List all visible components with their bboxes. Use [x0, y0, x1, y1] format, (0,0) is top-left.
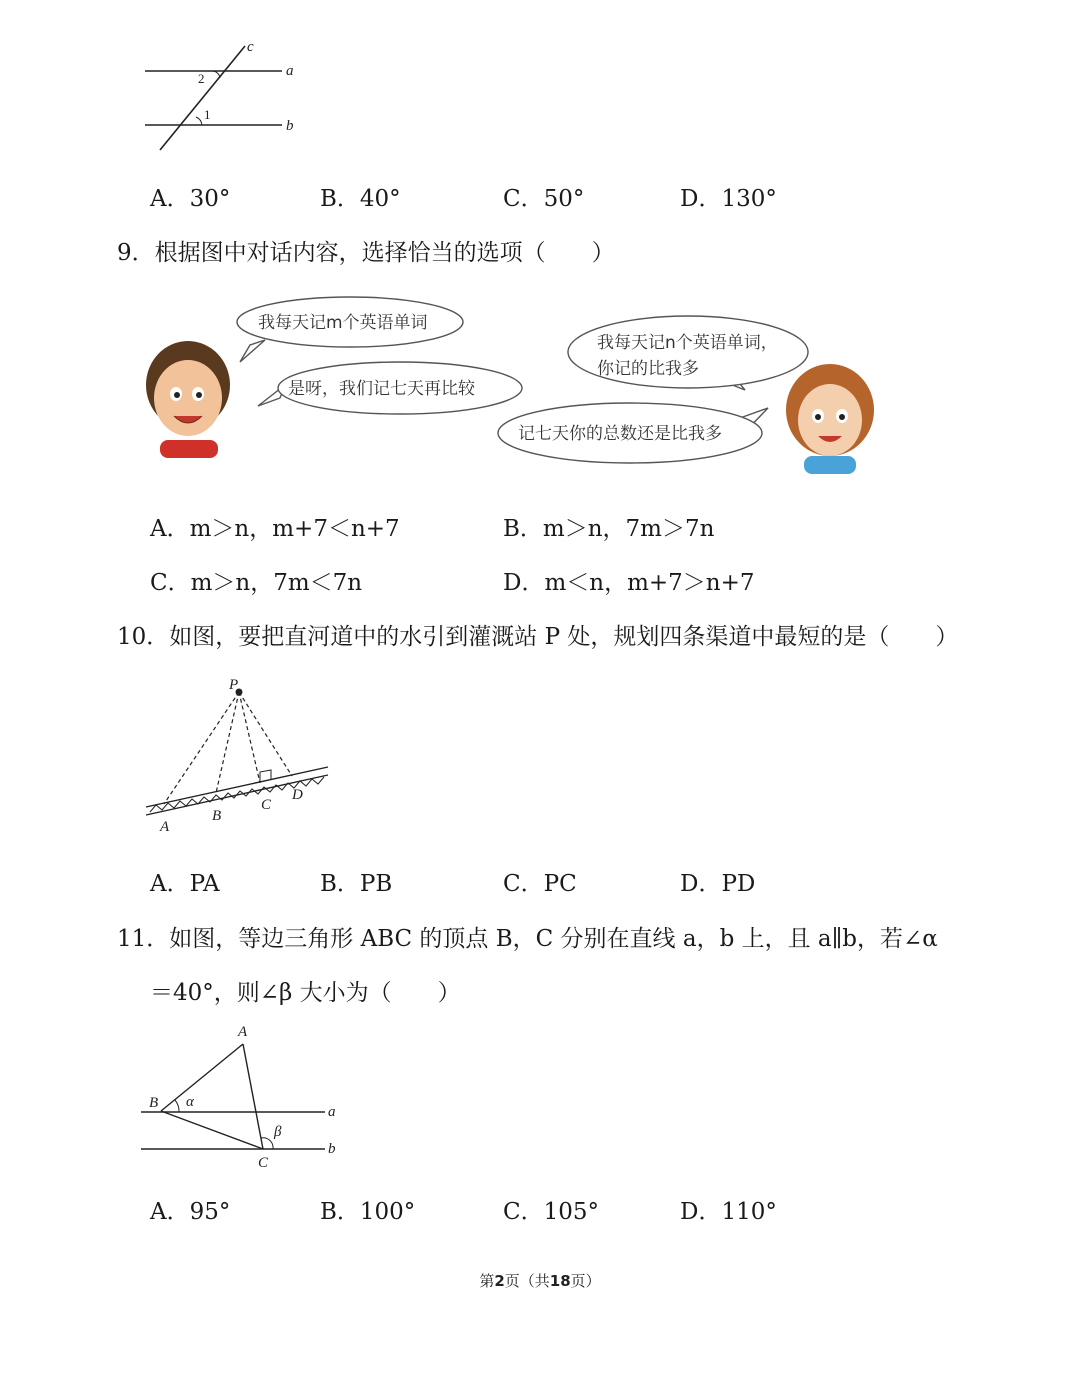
footer-total-pages: 18 [549, 1272, 571, 1290]
line-b-label: b [286, 118, 294, 134]
point-b-label: B [212, 808, 222, 824]
point-p-label: P [229, 677, 239, 693]
q9-dialogue-figure [140, 290, 900, 485]
bubble-boy-2 [258, 362, 522, 414]
svg-text:我每天记n个英语单词，: 我每天记n个英语单词， [597, 333, 778, 353]
footer-page-number: 2 [494, 1272, 505, 1290]
q11-stem-line1: 11．如图，等边三角形 ABC 的顶点 B，C 分别在直线 a，b 上，且 a∥b，若∠α [117, 926, 938, 952]
footer-mid: 页（共 [504, 1272, 550, 1290]
q11-option-b[interactable]: B．100° [320, 1199, 416, 1225]
q8-option-a[interactable]: A．30° [150, 186, 231, 212]
q8-option-d[interactable]: D．130° [680, 186, 777, 212]
boy-avatar [146, 341, 230, 458]
q10-option-d[interactable]: D．PD [680, 871, 756, 897]
q10-figure [140, 672, 340, 837]
vertex-a-label: A [238, 1024, 248, 1040]
line-a-label: a [328, 1104, 336, 1120]
point-d-label: D [292, 787, 303, 803]
q11-figure [135, 1020, 350, 1170]
svg-text:是呀，我们记七天再比较: 是呀，我们记七天再比较 [288, 379, 475, 399]
svg-text:记七天你的总数还是比我多: 记七天你的总数还是比我多 [518, 424, 722, 444]
point-a-label: A [160, 819, 170, 835]
angle-1-label: 1 [204, 107, 211, 122]
svg-text:你记的比我多: 你记的比我多 [597, 359, 699, 379]
q9-option-a[interactable]: A．m＞n，m+7＜n+7 [150, 516, 400, 542]
q10-option-c[interactable]: C．PC [503, 871, 577, 897]
footer-prefix: 第 [479, 1272, 495, 1290]
q11-stem-line2: ＝40°，则∠β 大小为（ ） [150, 980, 461, 1006]
bubble-girl-2 [498, 403, 768, 463]
q10-option-b[interactable]: B．PB [320, 871, 393, 897]
q8-option-c[interactable]: C．50° [503, 186, 585, 212]
q10-stem: 10．如图，要把直河道中的水引到灌溉站 P 处，规划四条渠道中最短的是（ ） [117, 624, 959, 650]
q8-option-b[interactable]: B．40° [320, 186, 401, 212]
q9-option-b[interactable]: B．m＞n，7m＞7n [503, 516, 715, 542]
vertex-c-label: C [258, 1155, 269, 1170]
q9-option-c[interactable]: C．m＞n，7m＜7n [150, 570, 363, 596]
q11-option-a[interactable]: A．95° [150, 1199, 231, 1225]
svg-text:我每天记m个英语单词: 我每天记m个英语单词 [258, 313, 428, 333]
line-a-label: a [286, 63, 294, 79]
bubble-boy-1 [237, 297, 463, 362]
q9-option-d[interactable]: D．m＜n，m+7＞n+7 [503, 570, 755, 596]
q11-option-c[interactable]: C．105° [503, 1199, 599, 1225]
page-footer [0, 1270, 1080, 1291]
q9-stem: 9．根据图中对话内容，选择恰当的选项（ ） [117, 240, 615, 266]
angle-beta-label: β [274, 1124, 282, 1140]
point-c-label: C [261, 797, 272, 813]
q10-option-a[interactable]: A．PA [150, 871, 220, 897]
vertex-b-label: B [149, 1095, 159, 1111]
angle-alpha-label: α [186, 1094, 194, 1110]
girl-avatar [786, 364, 874, 474]
angle-2-label: 2 [198, 71, 205, 86]
q8-figure [130, 38, 320, 158]
line-b-label: b [328, 1141, 336, 1157]
footer-suffix: 页） [570, 1272, 601, 1290]
q11-option-d[interactable]: D．110° [680, 1199, 777, 1225]
bubble-girl-1 [568, 316, 808, 390]
line-c-label: c [247, 39, 254, 55]
